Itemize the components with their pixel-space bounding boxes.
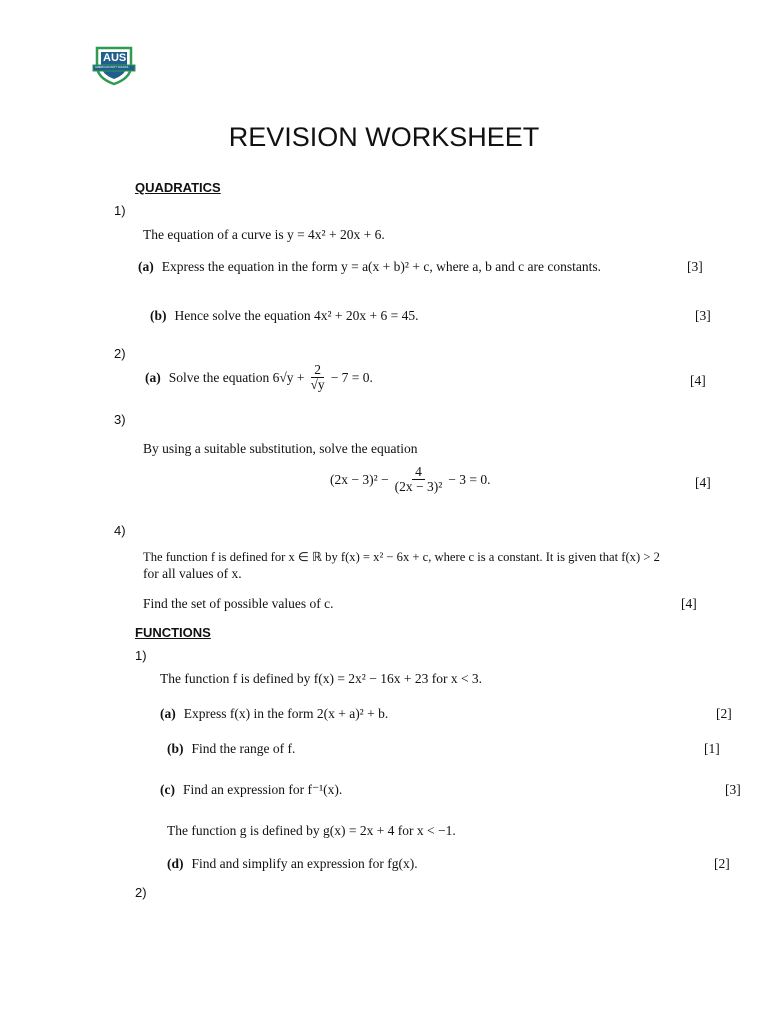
marks: [4] bbox=[690, 373, 706, 388]
question-part-a bbox=[145, 363, 373, 392]
part-label: (d) bbox=[167, 856, 184, 871]
part-label: (c) bbox=[160, 782, 175, 797]
question-number: 3) bbox=[114, 412, 126, 427]
equation-right: − 3 = 0. bbox=[448, 471, 491, 487]
part-label: (a) bbox=[138, 259, 154, 274]
fraction-denominator: (2x − 3)² bbox=[394, 479, 443, 494]
part-text: Find an expression for f⁻¹(x). bbox=[182, 782, 343, 797]
equation-left: (2x − 3)² − bbox=[330, 471, 389, 487]
marks: [4] bbox=[695, 475, 711, 490]
section-heading-functions: FUNCTIONS bbox=[135, 625, 211, 640]
part-text: Solve the equation 6√y + bbox=[168, 369, 305, 385]
marks: [2] bbox=[716, 706, 732, 721]
question-text-line: Find the set of possible values of c. bbox=[143, 596, 334, 611]
question-text-line: The function f is defined for x ∈ ℝ by f(x) = x² − 6x + c, where c is a constant. It is given that f(x) > 2 bbox=[143, 550, 660, 564]
question-part-d bbox=[167, 856, 418, 872]
question-part-b bbox=[167, 741, 295, 757]
marks: [2] bbox=[714, 856, 730, 871]
part-label: (b) bbox=[167, 741, 184, 756]
part-label: (a) bbox=[145, 369, 161, 385]
page-title: REVISION WORKSHEET bbox=[228, 122, 540, 152]
part-text: Hence solve the equation 4x² + 20x + 6 = 45. bbox=[174, 308, 419, 323]
shield-logo-icon bbox=[92, 44, 136, 86]
question-part-a bbox=[138, 259, 601, 275]
fraction-denominator: √y bbox=[310, 377, 325, 392]
part-text-tail: − 7 = 0. bbox=[330, 369, 373, 385]
question-number: 1) bbox=[114, 203, 126, 218]
logo-text: AUS bbox=[103, 52, 127, 64]
fraction bbox=[392, 465, 446, 494]
part-text: Express the equation in the form y = a(x + b)² + c, where a, b and c are constants. bbox=[161, 259, 601, 274]
question-part-a bbox=[160, 706, 388, 722]
marks: [3] bbox=[725, 782, 741, 797]
part-label: (b) bbox=[150, 308, 167, 323]
part-text: Find the range of f. bbox=[191, 741, 296, 756]
fraction-numerator: 4 bbox=[412, 465, 425, 480]
question-number: 2) bbox=[135, 885, 147, 900]
question-intro: By using a suitable substitution, solve the equation bbox=[143, 441, 418, 456]
question-intro: The equation of a curve is y = 4x² + 20x + 6. bbox=[143, 227, 385, 242]
fraction-numerator: 2 bbox=[311, 363, 324, 378]
question-number: 2) bbox=[114, 346, 126, 361]
part-label: (a) bbox=[160, 706, 176, 721]
question-number: 4) bbox=[114, 523, 126, 538]
question-number: 1) bbox=[135, 648, 147, 663]
part-text: Find and simplify an expression for fg(x). bbox=[191, 856, 418, 871]
marks: [3] bbox=[695, 308, 711, 323]
question-text-line: for all values of x. bbox=[143, 566, 242, 581]
question-intro: The function f is defined by f(x) = 2x² − 16x + 23 for x < 3. bbox=[160, 671, 483, 686]
logo-subtext: AMERICAN UNITY SCHOOL bbox=[95, 66, 129, 69]
question-part-b bbox=[150, 308, 418, 324]
marks: [4] bbox=[681, 596, 697, 611]
question-part-c bbox=[160, 782, 342, 798]
part-text: Express f(x) in the form 2(x + a)² + b. bbox=[183, 706, 389, 721]
marks: [3] bbox=[687, 259, 703, 274]
marks: [1] bbox=[704, 741, 720, 756]
fraction bbox=[308, 363, 328, 392]
equation bbox=[330, 465, 491, 494]
school-logo bbox=[92, 44, 136, 86]
question-intro: The function g is defined by g(x) = 2x + 4 for x < −1. bbox=[167, 823, 456, 838]
section-heading-quadratics: QUADRATICS bbox=[135, 180, 221, 195]
